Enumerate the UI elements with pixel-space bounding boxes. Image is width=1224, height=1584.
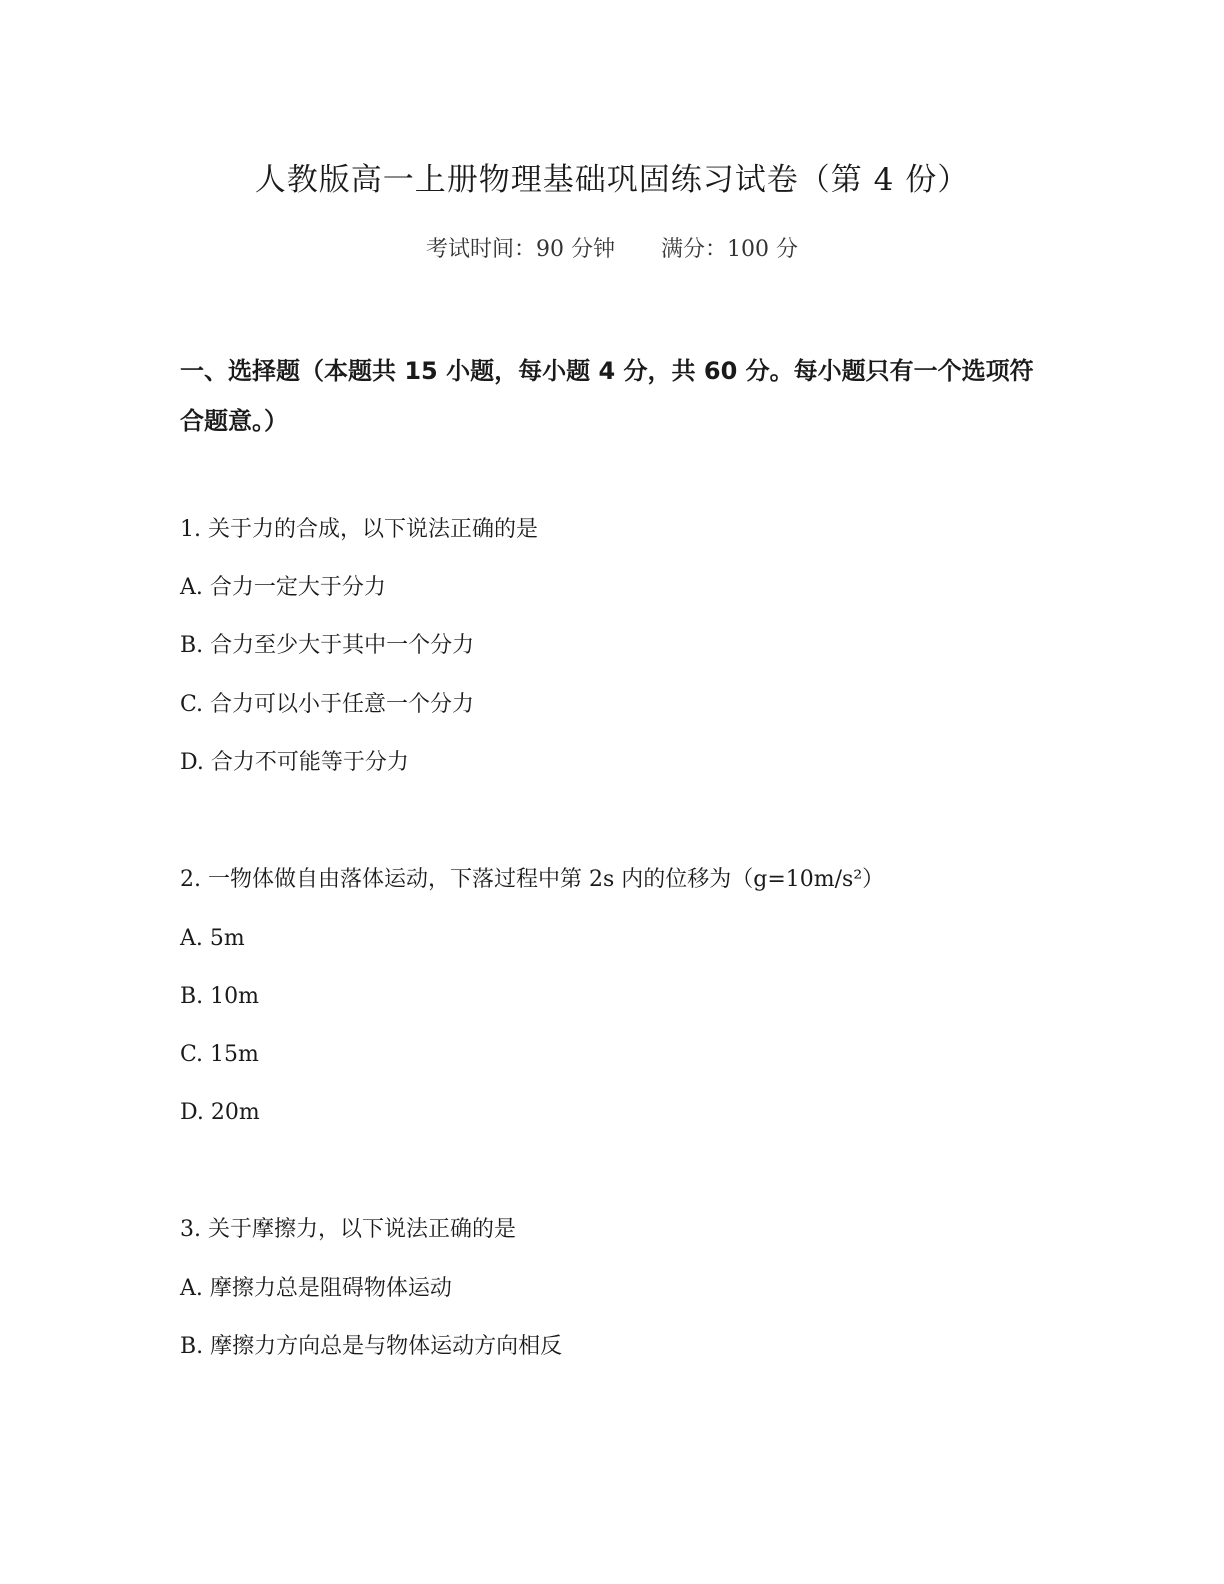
question-1-option-b: B. 合力至少大于其中一个分力 [180, 633, 475, 658]
exam-time: 考试时间：90 分钟 [426, 237, 615, 262]
question-2-option-c: C. 15m [180, 1042, 259, 1067]
question-3-option-a: A. 摩擦力总是阻碍物体运动 [180, 1276, 452, 1301]
full-score: 满分：100 分 [661, 237, 798, 262]
question-2-option-a: A. 5m [180, 926, 245, 951]
exam-info [0, 234, 1224, 266]
question-1-option-c: C. 合力可以小于任意一个分力 [180, 692, 475, 717]
question-2-option-d: D. 20m [180, 1100, 260, 1125]
question-2-stem: 2. 一物体做自由落体运动，下落过程中第 2s 内的位移为（g=10m/s²） [180, 867, 885, 892]
question-1-option-a: A. 合力一定大于分力 [180, 575, 386, 600]
question-3-option-b: B. 摩擦力方向总是与物体运动方向相反 [180, 1334, 563, 1359]
exam-title: 人教版高一上册物理基础巩固练习试卷（第 4 份） [254, 162, 970, 198]
section-heading: 一、选择题（本题共 15 小题，每小题 4 分，共 60 分。每小题只有一个选项符合题意。） [180, 357, 1034, 435]
question-2-option-b: B. 10m [180, 984, 260, 1009]
question-3-stem: 3. 关于摩擦力，以下说法正确的是 [180, 1217, 516, 1242]
question-1-stem: 1. 关于力的合成，以下说法正确的是 [180, 517, 538, 542]
question-1-option-d: D. 合力不可能等于分力 [180, 750, 409, 775]
